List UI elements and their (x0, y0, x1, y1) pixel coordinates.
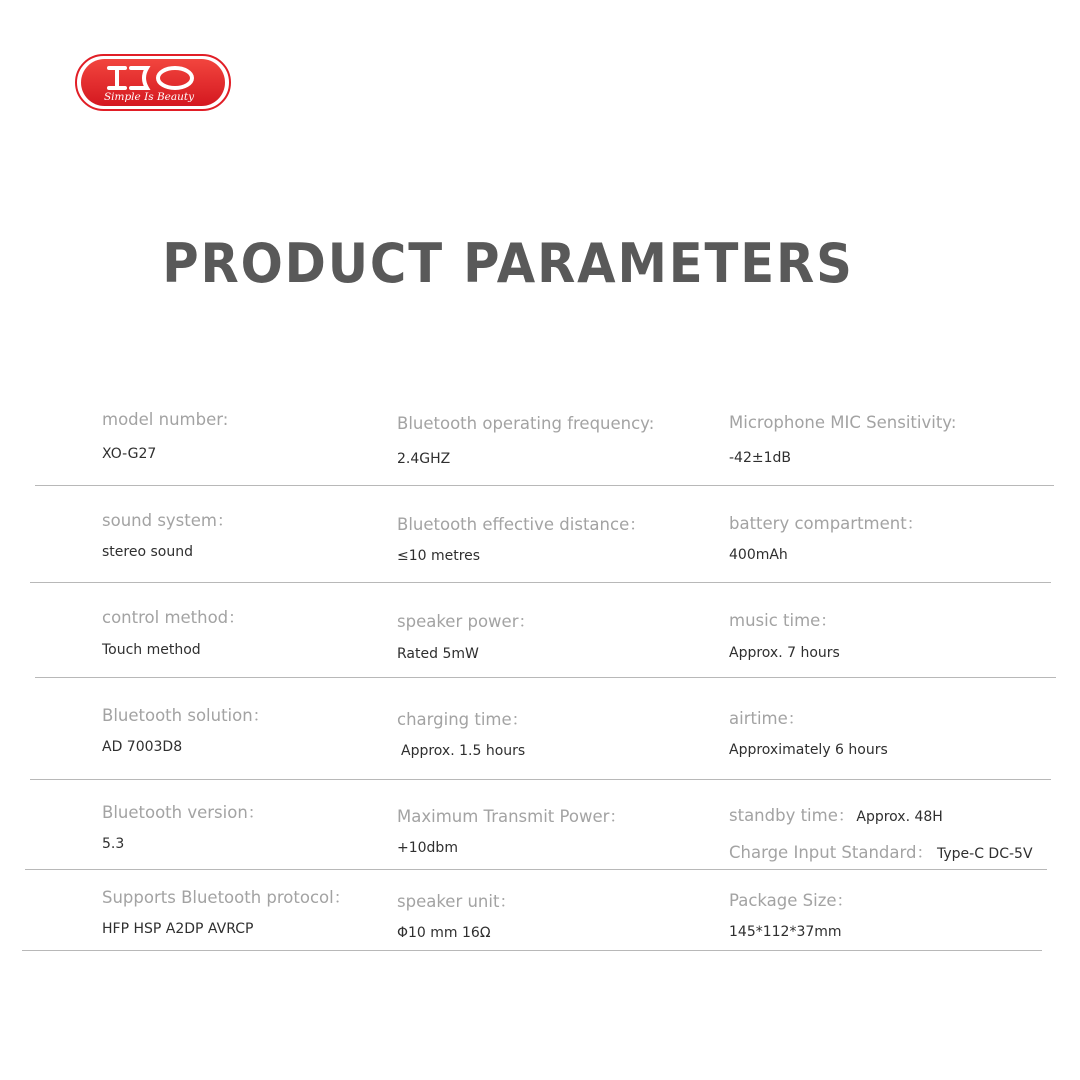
bt-solution-label: Bluetooth solution： (102, 706, 270, 725)
speaker-unit-value: Φ10 mm 16Ω (397, 925, 491, 941)
row-divider (25, 869, 1047, 870)
control-method-value: Touch method (102, 642, 201, 658)
bt-frequency-label: Bluetooth operating frequency: (397, 414, 655, 433)
bt-version-label: Bluetooth version： (102, 803, 265, 822)
battery-label: battery compartment： (729, 514, 924, 533)
xo-logo (75, 54, 231, 111)
airtime-label: airtime： (729, 709, 805, 728)
speaker-power-label: speaker power： (397, 612, 535, 631)
mic-sensitivity-value: -42±1dB (729, 450, 791, 466)
package-size-value: 145*112*37mm (729, 924, 842, 940)
music-time-label: music time： (729, 611, 837, 630)
charging-time-label: charging time： (397, 710, 529, 729)
sound-system-label: sound system： (102, 511, 234, 530)
logo-tagline: Simple Is Beauty (103, 91, 195, 103)
row-divider (30, 582, 1051, 583)
bt-distance-value: ≤10 metres (397, 548, 481, 564)
charge-input-value: Type-C DC-5V (937, 846, 1033, 862)
standby-time-row (729, 802, 943, 826)
bt-solution-value: AD 7003D8 (102, 739, 183, 755)
speaker-unit-label: speaker unit： (397, 892, 516, 911)
model-number-value: XO-G27 (102, 446, 157, 462)
music-time-value: Approx. 7 hours (729, 645, 840, 661)
row-divider (22, 950, 1042, 951)
sound-system-value: stereo sound (102, 544, 193, 560)
max-transmit-label: Maximum Transmit Power： (397, 807, 626, 826)
max-transmit-value: +10dbm (397, 840, 458, 856)
row-divider (35, 677, 1056, 678)
mic-sensitivity-label: Microphone MIC Sensitivity: (729, 413, 957, 432)
bt-distance-label: Bluetooth effective distance： (397, 515, 646, 534)
airtime-value: Approximately 6 hours (729, 742, 888, 758)
package-size-label: Package Size： (729, 891, 854, 910)
charging-time-value: Approx. 1.5 hours (401, 743, 526, 759)
battery-value: 400mAh (729, 547, 788, 563)
bt-protocol-label: Supports Bluetooth protocol： (102, 888, 351, 907)
standby-time-label: standby time： (729, 806, 855, 825)
standby-time-value: Approx. 48H (856, 809, 943, 825)
charge-input-label: Charge Input Standard： (729, 843, 933, 862)
control-method-label: control method： (102, 608, 245, 627)
charge-input-row (729, 839, 1033, 863)
speaker-power-value: Rated 5mW (397, 646, 479, 662)
bt-version-value: 5.3 (102, 836, 125, 852)
row-divider (30, 779, 1051, 780)
bt-frequency-value: 2.4GHZ (397, 451, 451, 467)
row-divider (35, 485, 1054, 486)
bt-protocol-value: HFP HSP A2DP AVRCP (102, 921, 254, 937)
page-title: PRODUCT PARAMETERS (162, 232, 854, 295)
model-number-label: model number: (102, 410, 229, 429)
